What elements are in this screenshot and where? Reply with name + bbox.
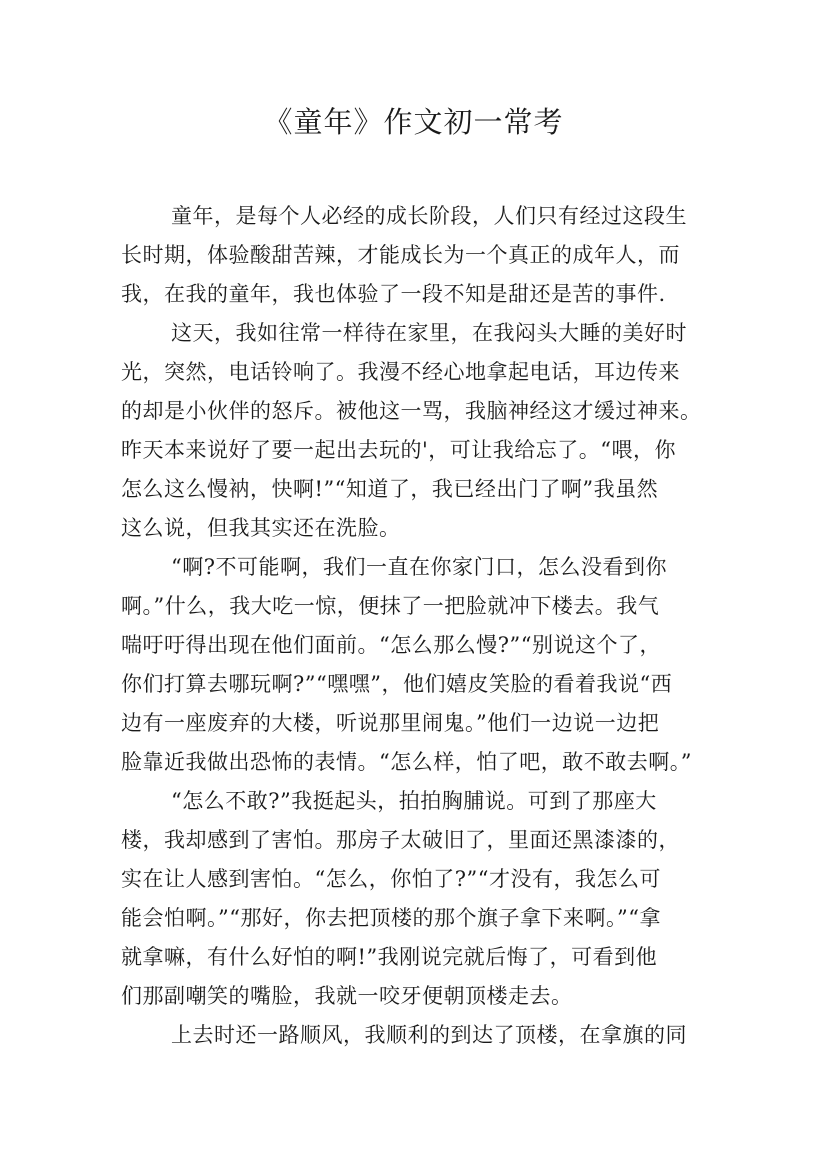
text-line: 这么说，但我其实还在洗脸。 <box>121 516 401 540</box>
text-line: 的却是小伙伴的怒斥。被他这一骂，我脑神经这才缓过神来。 <box>121 399 702 423</box>
text-line: 边有一座废弃的大楼，听说那里闹鬼。”他们一边说一边把 <box>121 711 660 735</box>
text-line: 脸靠近我做出恐怖的表情。“怎么样，怕了吧，敢不敢去啊。” <box>121 750 692 774</box>
text-line: 光，突然，电话铃响了。我漫不经心地拿起电话，耳边传来 <box>121 360 680 384</box>
text-line: 啊。”什么，我大吃一惊，便抹了一把脸就冲下楼去。我气 <box>121 594 660 618</box>
text-line: 我，在我的童年，我也体验了一段不知是甜还是苦的事件. <box>121 282 666 306</box>
text-line: 上去时还一路顺风，我顺利的到达了顶楼，在拿旗的同 <box>171 1023 687 1047</box>
text-line: “怎么不敢?”我挺起头，拍拍胸脯说。可到了那座大 <box>171 789 657 813</box>
document-title: 《童年》作文初一常考 <box>263 105 564 139</box>
text-line: 喘吁吁得出现在他们面前。“怎么那么慢?”“别说这个了， <box>121 633 661 657</box>
text-line: 童年，是每个人必经的成长阶段，人们只有经过这段生 <box>171 204 687 228</box>
text-line: 长时期，体验酸甜苦辣，才能成长为一个真正的成年人，而 <box>121 243 680 267</box>
text-line: 楼，我却感到了害怕。那房子太破旧了，里面还黑漆漆的， <box>121 828 680 852</box>
document-body <box>121 197 707 1055</box>
text-line: 能会怕啊。”“那好，你去把顶楼的那个旗子拿下来啊。”“拿 <box>121 906 661 930</box>
text-line: 实在让人感到害怕。“怎么，你怕了?”“才没有，我怎么可 <box>121 867 661 891</box>
text-line: “啊?不可能啊，我们一直在你家门口，怎么没看到你 <box>171 555 667 579</box>
text-line: 们那副嘲笑的嘴脸，我就一咬牙便朝顶楼走去。 <box>121 984 573 1008</box>
text-line: 昨天本来说好了要一起出去玩的'，可让我给忘了。“喂，你 <box>121 438 677 462</box>
text-line: 就拿嘛，有什么好怕的啊!”我刚说完就后悔了，可看到他 <box>121 945 658 969</box>
text-line: 这天，我如往常一样待在家里，在我闷头大睡的美好时 <box>171 321 687 345</box>
text-line: 怎么这么慢衲，快啊!”“知道了，我已经出门了啊”我虽然 <box>121 477 659 501</box>
text-line: 你们打算去哪玩啊?”“嘿嘿”，他们嬉皮笑脸的看着我说“西 <box>121 672 673 696</box>
